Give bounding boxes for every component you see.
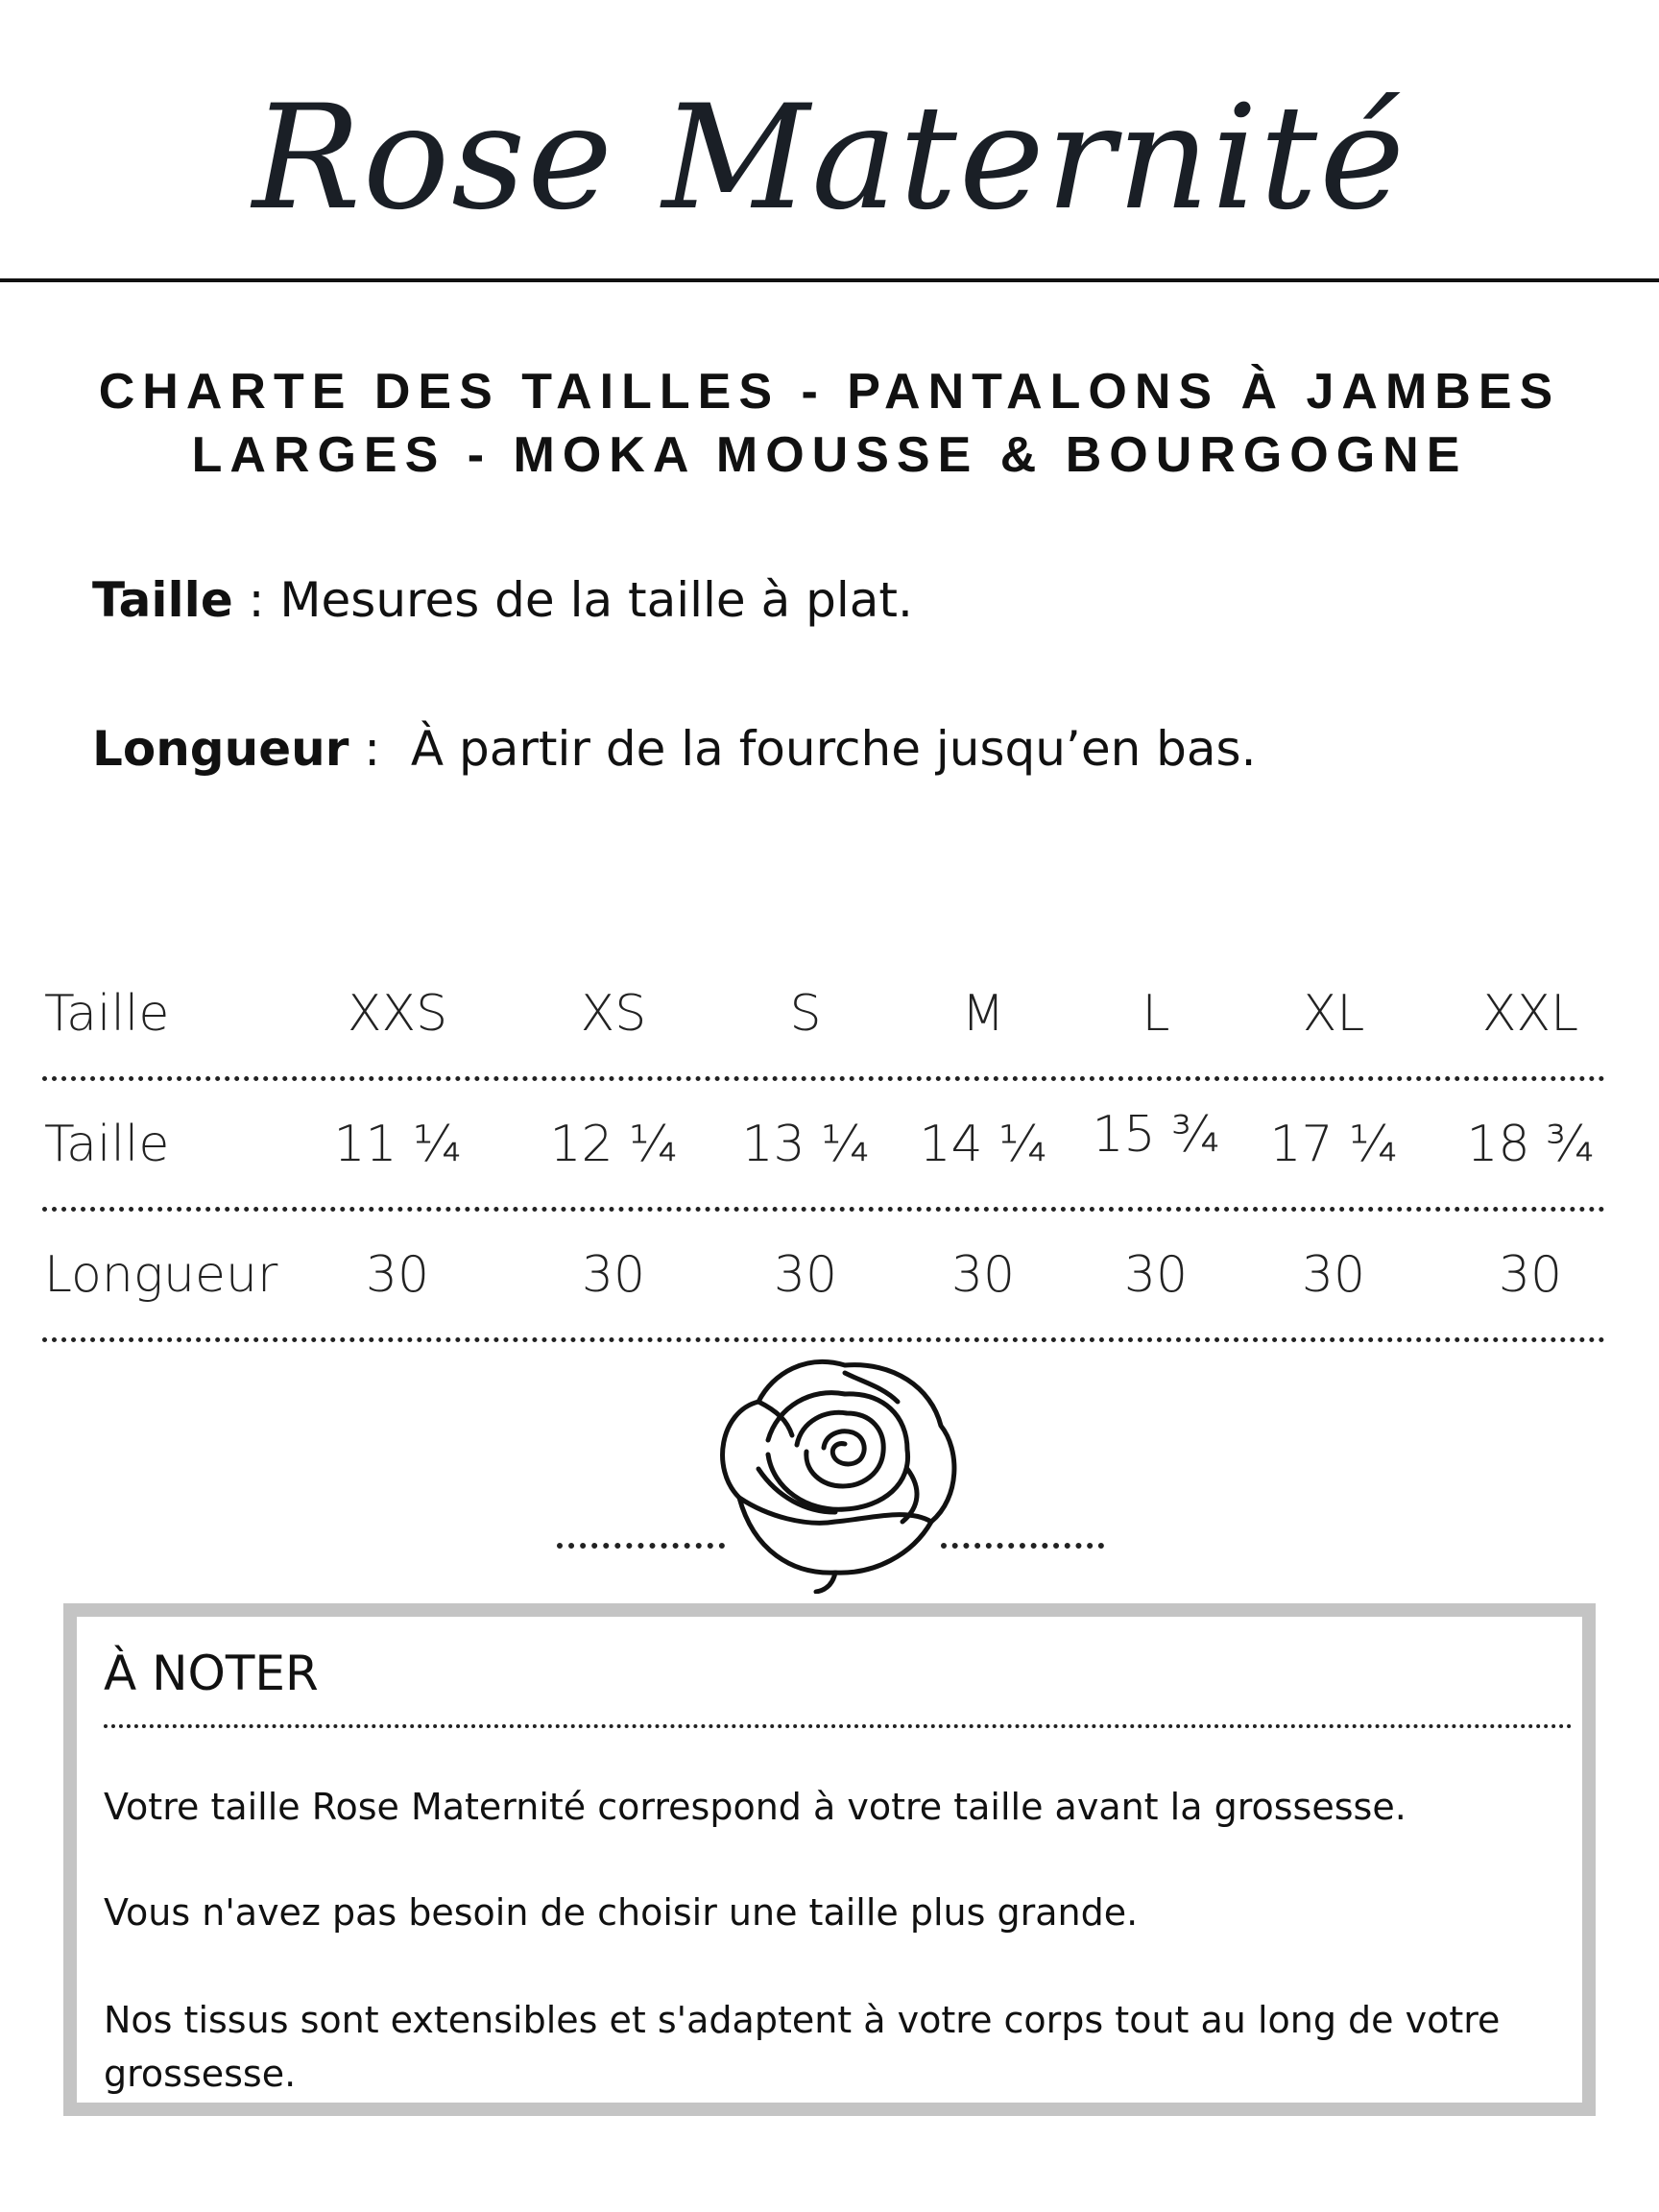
note-line: Votre taille Rose Maternité correspond à votre taille avant la grossesse. — [104, 1786, 1407, 1828]
size-header-cell: S — [789, 984, 822, 1043]
page-title: CHARTE DES TAILLES - PANTALONS À JAMBES LARGES - MOKA MOUSSE & BOURGOGNE — [98, 364, 1561, 483]
size-header-cell: XXS — [347, 984, 448, 1043]
table-cell: 14 ¼ — [919, 1115, 1047, 1173]
row-label: Longueur — [44, 1245, 278, 1304]
dotted-divider-left — [557, 1543, 725, 1549]
notes-title: À NOTER — [104, 1646, 319, 1701]
notes-divider — [104, 1724, 1573, 1728]
table-cell: 30 — [365, 1245, 430, 1304]
table-cell: 17 ¼ — [1269, 1115, 1398, 1173]
definition-taille — [92, 571, 913, 629]
row-label: Taille — [44, 1115, 170, 1173]
row-label: Taille — [44, 984, 170, 1043]
table-cell: 30 — [1301, 1245, 1366, 1304]
definition-separator: : — [349, 721, 411, 777]
table-cell: 30 — [950, 1245, 1016, 1304]
definition-term: Longueur — [92, 721, 349, 777]
definition-text: Mesures de la taille à plat. — [279, 572, 913, 628]
size-header-cell: XXL — [1481, 984, 1579, 1043]
rose-divider — [557, 1354, 1114, 1594]
size-table — [42, 950, 1605, 1342]
size-header-cell: M — [961, 984, 1005, 1043]
table-cell: 30 — [773, 1245, 838, 1304]
table-cell: 30 — [1498, 1245, 1563, 1304]
size-header-cell: XS — [580, 984, 647, 1043]
size-row-taille — [42, 1081, 1605, 1212]
size-row-longueur — [42, 1212, 1605, 1342]
definition-longueur — [92, 720, 1256, 778]
table-cell: 12 ¼ — [549, 1115, 678, 1173]
definition-term: Taille — [92, 572, 233, 628]
table-cell: 30 — [1123, 1245, 1189, 1304]
notes-box — [63, 1603, 1596, 2116]
table-cell: 11 ¼ — [333, 1115, 462, 1173]
table-cell: 13 ¼ — [741, 1115, 870, 1173]
table-cell: 15 ¾ — [1092, 1105, 1220, 1164]
header-divider — [0, 278, 1659, 282]
size-header-row — [42, 950, 1605, 1081]
note-line: Vous n'avez pas besoin de choisir une taille plus grande. — [104, 1891, 1139, 1934]
definition-separator: : — [232, 572, 280, 628]
size-header-cell: XL — [1302, 984, 1365, 1043]
table-cell: 30 — [581, 1245, 646, 1304]
size-header-cell: L — [1142, 984, 1170, 1043]
note-line: Nos tissus sont extensibles et s'adaptent à votre corps tout au long de votre grossesse. — [104, 1999, 1501, 2095]
table-cell: 18 ¾ — [1466, 1115, 1595, 1173]
definition-text: À partir de la fourche jusqu’en bas. — [410, 721, 1257, 777]
rose-icon — [701, 1354, 970, 1594]
brand-logo: Rose Maternité — [252, 75, 1407, 242]
